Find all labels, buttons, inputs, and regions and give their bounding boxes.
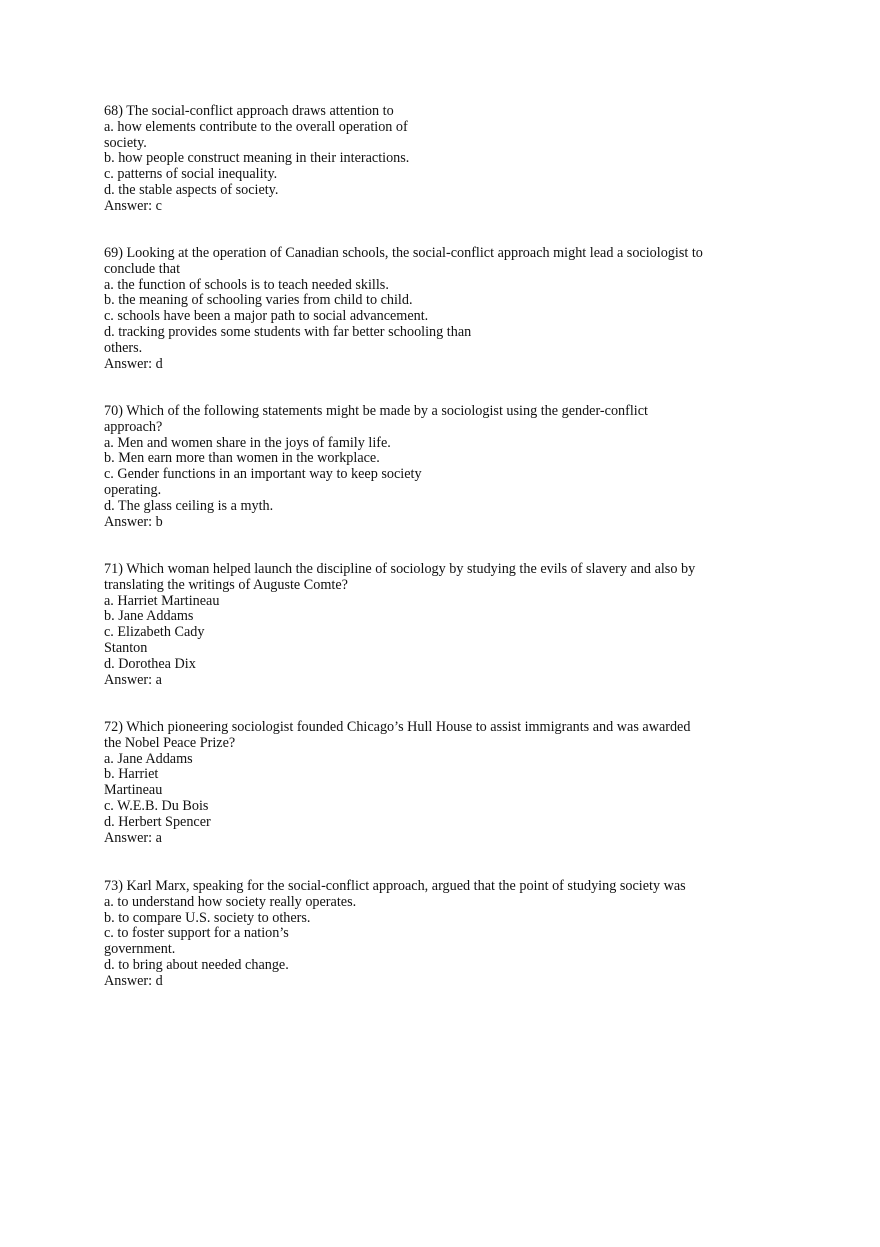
option-b: b. how people construct meaning in their interactions. — [104, 150, 410, 167]
option-a: a. how elements contribute to the overall operation of — [104, 118, 408, 135]
option-a: a. the function of schools is to teach needed skills. — [104, 276, 389, 293]
question-70 — [104, 404, 744, 530]
answer: Answer: d — [104, 972, 163, 989]
question-68 — [104, 104, 744, 215]
question-text: 69) Looking at the operation of Canadian schools, the social-conflict approach might lead a sociologist to — [104, 245, 703, 261]
option-d-continued: others. — [104, 339, 143, 356]
option-a: a. Jane Addams — [104, 750, 193, 767]
option-c: c. Gender functions in an important way to keep society — [104, 466, 422, 483]
option-d: d. tracking provides some students with far better schooling than — [104, 323, 472, 340]
option-a: a. Men and women share in the joys of family life. — [104, 434, 391, 451]
option-b-continued: Martineau — [104, 782, 163, 799]
option-c: c. Elizabeth Cady — [104, 624, 205, 641]
question-text-continued: approach? — [104, 418, 163, 435]
question-72 — [104, 720, 744, 846]
answer: Answer: c — [104, 197, 162, 214]
option-d: d. Dorothea Dix — [104, 655, 196, 672]
question-text-continued: translating the writings of Auguste Comte? — [104, 576, 348, 593]
option-a: a. Harriet Martineau — [104, 592, 220, 609]
question-text: 70) Which of the following statements might be made by a sociologist using the gender-conflict — [104, 403, 648, 419]
option-d: d. to bring about needed change. — [104, 956, 289, 973]
option-b: b. Men earn more than women in the workplace. — [104, 450, 380, 467]
question-text: 73) Karl Marx, speaking for the social-conflict approach, argued that the point of studying society was — [104, 878, 686, 894]
option-b: b. Harriet — [104, 766, 159, 783]
option-d: d. Herbert Spencer — [104, 813, 211, 830]
question-text-continued: conclude that — [104, 260, 181, 277]
option-c: c. schools have been a major path to social advancement. — [104, 308, 429, 325]
option-b: b. to compare U.S. society to others. — [104, 909, 311, 926]
answer: Answer: b — [104, 513, 163, 530]
question-69 — [104, 246, 744, 372]
option-c-continued: operating. — [104, 481, 162, 498]
question-73 — [104, 879, 744, 990]
option-d: d. The glass ceiling is a myth. — [104, 497, 274, 514]
question-71 — [104, 562, 744, 688]
question-text-continued: the Nobel Peace Prize? — [104, 734, 236, 751]
option-c: c. patterns of social inequality. — [104, 166, 278, 183]
question-text: 71) Which woman helped launch the discipline of sociology by studying the evils of slavery and also by — [104, 561, 696, 577]
answer: Answer: a — [104, 829, 162, 846]
option-c-continued: government. — [104, 941, 176, 958]
answer: Answer: d — [104, 355, 163, 372]
option-a-continued: society. — [104, 134, 147, 151]
question-text: 72) Which pioneering sociologist founded Chicago’s Hull House to assist immigrants and was awarded — [104, 719, 691, 735]
option-c-continued: Stanton — [104, 639, 148, 656]
answer: Answer: a — [104, 671, 162, 688]
option-a: a. to understand how society really operates. — [104, 893, 357, 910]
option-b: b. the meaning of schooling varies from child to child. — [104, 292, 413, 309]
option-c: c. W.E.B. Du Bois — [104, 797, 209, 814]
option-c: c. to foster support for a nation’s — [104, 925, 289, 942]
option-b: b. Jane Addams — [104, 608, 194, 625]
option-d: d. the stable aspects of society. — [104, 181, 279, 198]
question-text: 68) The social-conflict approach draws attention to — [104, 103, 394, 119]
